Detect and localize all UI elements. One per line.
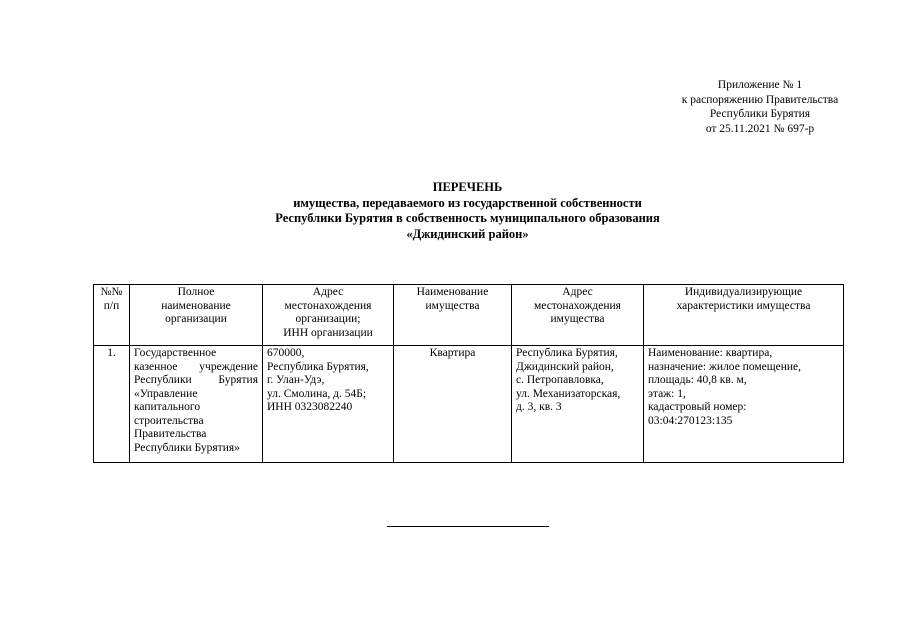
header-property-name: Наименование имущества	[394, 285, 512, 346]
appendix-number: Приложение № 1	[717, 79, 803, 91]
end-divider	[387, 526, 549, 527]
title-subline-1: имущества, передаваемого из государственной собственности	[293, 195, 642, 210]
document-title	[0, 180, 905, 242]
header-property-address: Адрес местонахождения имущества	[512, 285, 644, 346]
table-row	[94, 346, 844, 463]
cell-property-address: Республика Бурятия, Джидинский район, с. Петропавловка, ул. Механизаторская, д. 3, кв. 3	[512, 346, 644, 463]
appendix-issuer: Республики Бурятия	[709, 108, 811, 120]
appendix-order-ref: к распоряжению Правительства	[681, 93, 839, 106]
appendix-date: от 25.11.2021 № 697-р	[705, 122, 815, 135]
header-characteristics: Индивидуализирующие характеристики имущества	[644, 285, 844, 346]
header-number: №№ п/п	[94, 285, 130, 346]
cell-characteristics: Наименование: квартира, назначение: жилое помещение, площадь: 40,8 кв. м, этаж: 1, кадастровый номер: 03:04:270123:135	[644, 346, 844, 463]
cell-number: 1.	[94, 346, 130, 463]
header-org-name: Полное наименование организации	[130, 285, 263, 346]
cell-org-name: Государственное казенное учреждение Республики Бурятия «Управление капитального строительства Правительства Республики Бурятия»	[130, 346, 263, 463]
title-subline-3: «Джидинский район»	[406, 226, 529, 241]
cell-property-name: Квартира	[394, 346, 512, 463]
cell-org-address: 670000, Республика Бурятия, г. Улан-Удэ, ул. Смолина, д. 54Б; ИНН 0323082240	[263, 346, 394, 463]
table-header-row	[94, 285, 844, 346]
appendix-block	[640, 78, 880, 136]
property-table	[93, 284, 844, 463]
title-heading: ПЕРЕЧЕНЬ	[432, 180, 503, 194]
title-subline-2: Республики Бурятия в собственность муниципального образования	[275, 211, 660, 225]
header-org-address: Адрес местонахождения организации; ИНН организации	[263, 285, 394, 346]
